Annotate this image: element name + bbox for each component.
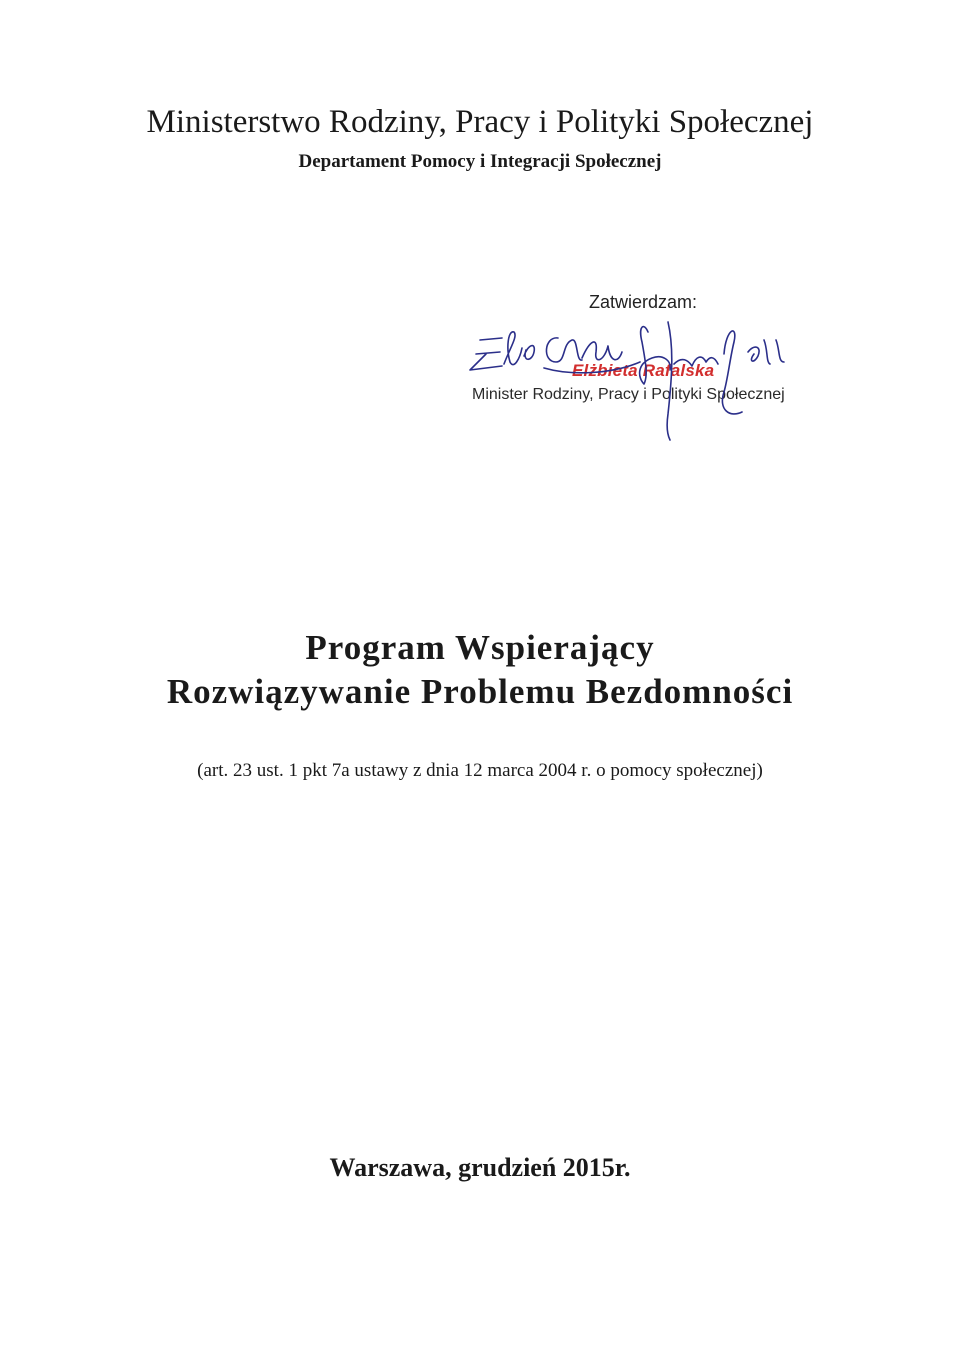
department-name: Departament Pomocy i Integracji Społecznej: [298, 151, 662, 172]
document-title-line1: Program Wspierający: [305, 628, 655, 667]
handwritten-signature: [462, 318, 792, 443]
document-title-line2: Rozwiązywanie Problemu Bezdomności: [166, 672, 794, 711]
ministry-name: Ministerstwo Rodziny, Pracy i Polityki Społecznej: [146, 104, 814, 140]
stamp-name: Elżbieta Rafalska: [572, 361, 715, 380]
legal-basis: (art. 23 ust. 1 pkt 7a ustawy z dnia 12 marca 2004 r. o pomocy społecznej): [197, 760, 763, 781]
minister-title: Minister Rodziny, Pracy i Polityki Społecznej: [472, 386, 785, 403]
approval-label: Zatwierdzam:: [589, 292, 698, 312]
place-date: Warszawa, grudzień 2015r.: [329, 1153, 631, 1182]
